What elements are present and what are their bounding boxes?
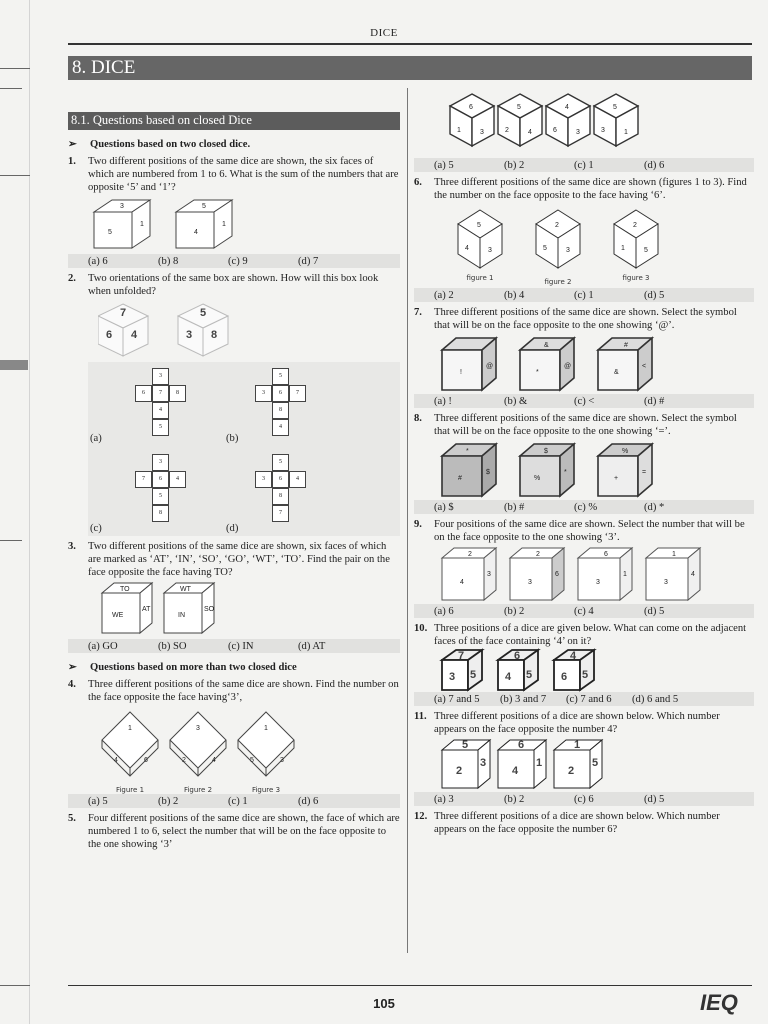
svg-text:4: 4: [512, 765, 519, 777]
svg-text:2: 2: [568, 765, 575, 777]
option-d[interactable]: (d) 5: [644, 606, 665, 617]
net-label-d[interactable]: (d): [226, 523, 239, 534]
svg-text:@: @: [486, 363, 494, 370]
svg-text:2: 2: [182, 757, 186, 764]
svg-text:5: 5: [462, 739, 469, 751]
svg-text:4: 4: [212, 757, 216, 764]
svg-text:3: 3: [566, 247, 570, 254]
svg-text:&: &: [614, 369, 619, 376]
option-c[interactable]: (c) 6: [574, 794, 594, 805]
die-icon: [498, 650, 538, 690]
q8-figure: [438, 438, 754, 500]
svg-text:%: %: [534, 475, 541, 482]
question-10: 10. Three positions of a dice are given below. What can come on the adjacent faces of the face containing ‘4’ on it?: [414, 623, 747, 647]
svg-text:2: 2: [536, 551, 540, 558]
svg-text:$: $: [486, 469, 490, 476]
svg-text:3: 3: [196, 725, 200, 732]
die-icon: [554, 739, 602, 788]
svg-text:5: 5: [477, 222, 481, 229]
svg-text:2: 2: [456, 765, 463, 777]
question-3: 3. Two different positions of the same dice are shown, six faces of which are marked as ‘AT’, ‘IN’, ‘SO’, ‘GO’, ‘WT’, ‘TO’. Find the pair on the face opposite the face having TO?: [68, 541, 390, 578]
svg-text:5: 5: [202, 203, 206, 210]
svg-text:5: 5: [582, 669, 589, 681]
option-a[interactable]: (a) 6: [434, 606, 454, 617]
binding-mark: [0, 88, 22, 89]
option-a[interactable]: (a) !: [434, 396, 452, 407]
svg-text:6: 6: [555, 571, 559, 578]
question-9: 9. Four positions of the same dice are shown. Select the number that will be on the face opposite to the one showing ‘3’.: [414, 519, 745, 543]
svg-text:IN: IN: [178, 612, 185, 619]
svg-text:5: 5: [517, 104, 521, 111]
svg-text:$: $: [544, 448, 548, 455]
left-column: [68, 112, 400, 851]
svg-text:WT: WT: [180, 586, 191, 593]
q1-figure: [90, 194, 400, 254]
svg-text:6: 6: [469, 104, 473, 111]
svg-text:SO: SO: [204, 606, 215, 613]
svg-text:6: 6: [518, 739, 525, 751]
figure-caption: Figure 1: [115, 786, 145, 794]
die-icon: [458, 210, 502, 268]
die-icon: [442, 739, 490, 788]
section-title: 8.1. Questions based on closed Dice: [68, 112, 400, 130]
svg-text:3: 3: [280, 757, 284, 764]
die-icon: [442, 548, 496, 600]
svg-text:2: 2: [555, 222, 559, 229]
option-b[interactable]: (b) #: [504, 502, 525, 513]
header-rule: [68, 43, 752, 45]
die-icon: [520, 444, 574, 496]
die-icon: [546, 94, 590, 146]
option-a[interactable]: (a) 6: [88, 256, 108, 267]
svg-text:5: 5: [592, 757, 599, 769]
chapter-title: 8. DICE: [68, 56, 752, 80]
q4-figure: [98, 704, 400, 794]
option-a[interactable]: (a) 7 and 5: [434, 694, 480, 705]
question-7: 7. Three different positions of the same dice are shown. Select the symbol that will be on the face opposite to the one showing ‘@’.: [414, 307, 737, 331]
option-d[interactable]: (d) 6: [644, 160, 665, 171]
option-b[interactable]: (b) 2: [504, 794, 525, 805]
die-icon: [520, 338, 574, 390]
svg-text:4: 4: [691, 571, 695, 578]
svg-text:1: 1: [457, 127, 461, 134]
svg-text:3: 3: [449, 671, 456, 683]
die-icon: [578, 548, 632, 600]
net-label-c[interactable]: (c): [90, 523, 102, 534]
figure-caption: figure 1: [466, 274, 494, 282]
q11-figure: [438, 736, 754, 792]
svg-text:1: 1: [264, 725, 268, 732]
svg-text:6: 6: [514, 650, 521, 662]
svg-text:7: 7: [120, 307, 127, 319]
svg-text:3: 3: [480, 757, 487, 769]
option-b[interactable]: (b) SO: [158, 641, 187, 652]
svg-text:WE: WE: [112, 612, 124, 619]
option-c[interactable]: (c) 1: [228, 796, 248, 807]
die-icon: [450, 94, 494, 146]
die-icon: [510, 548, 564, 600]
svg-text:#: #: [624, 342, 628, 349]
svg-text:1: 1: [621, 245, 625, 252]
svg-text:4: 4: [131, 329, 138, 341]
option-b[interactable]: (b) 4: [504, 290, 525, 301]
footer-rule: [68, 985, 752, 986]
publisher-logo: IEQ: [700, 990, 738, 1015]
svg-text:6: 6: [144, 757, 148, 764]
svg-text:#: #: [458, 475, 462, 482]
column-divider: [407, 88, 408, 953]
die-icon: [498, 94, 542, 146]
option-c[interactable]: (c) 1: [574, 160, 594, 171]
svg-text:3: 3: [664, 579, 668, 586]
die-icon: [554, 650, 594, 690]
svg-text:7: 7: [458, 650, 465, 662]
svg-text:3: 3: [186, 329, 193, 341]
q6-options: [414, 288, 754, 302]
question-5: 5. Four different positions of the same dice are shown, the face of which are numbered 1 to 6, select the number that will be on the face opposite to the one showing ‘3’: [68, 813, 400, 850]
die-icon: [442, 444, 496, 496]
figure-caption: Figure 2: [183, 786, 213, 794]
die-icon: [598, 338, 652, 390]
svg-text:6: 6: [106, 329, 113, 341]
page-binding-edge: [0, 0, 30, 1024]
option-a[interactable]: (a) GO: [88, 641, 118, 652]
option-a[interactable]: (a) 5: [88, 796, 108, 807]
binding-mark: [0, 175, 30, 176]
option-d[interactable]: (d) 6: [298, 796, 319, 807]
svg-text:AT: AT: [142, 606, 151, 613]
svg-text:1: 1: [623, 571, 627, 578]
q7-options: [414, 394, 754, 408]
svg-text:3: 3: [528, 579, 532, 586]
option-c[interactable]: (c) <: [574, 396, 595, 407]
die-icon: [498, 739, 546, 788]
svg-text:5: 5: [644, 247, 648, 254]
option-b[interactable]: (b) 3 and 7: [500, 694, 547, 705]
option-a[interactable]: (a) 2: [434, 290, 454, 301]
option-c[interactable]: (c) IN: [228, 641, 254, 652]
die-icon: [170, 712, 226, 776]
svg-text:&: &: [544, 342, 549, 349]
option-c[interactable]: (c) 9: [228, 256, 248, 267]
option-b[interactable]: (b) 2: [158, 796, 179, 807]
net-label-a[interactable]: (a): [90, 433, 102, 444]
die-icon: [442, 650, 482, 690]
svg-text:1: 1: [672, 551, 676, 558]
die-icon: [94, 200, 150, 248]
svg-text:5: 5: [543, 245, 547, 252]
svg-text:6: 6: [561, 671, 568, 683]
svg-text:*: *: [536, 369, 539, 376]
q7-figure: [438, 332, 754, 394]
svg-text:2: 2: [633, 222, 637, 229]
svg-text:3: 3: [480, 129, 484, 136]
die-icon: [442, 338, 496, 390]
svg-text:5: 5: [470, 669, 477, 681]
svg-text:@: @: [564, 363, 572, 370]
q3-figure: [98, 579, 400, 639]
subheading-more-dice: ➢ Questions based on more than two closed dice: [68, 662, 297, 673]
svg-text:4: 4: [505, 671, 512, 683]
net-label-b[interactable]: (b): [226, 433, 239, 444]
option-c[interactable]: (c) 7 and 6: [566, 694, 612, 705]
q10-figure: [438, 648, 754, 692]
svg-text:2: 2: [505, 127, 509, 134]
binding-mark: [0, 68, 30, 69]
binding-mark: [0, 985, 30, 986]
svg-text:5: 5: [526, 669, 533, 681]
svg-text:5: 5: [613, 104, 617, 111]
option-b[interactable]: (b) 8: [158, 256, 179, 267]
svg-text:+: +: [614, 475, 619, 482]
question-6: 6. Three different positions of the same dice are shown (figures 1 to 3). Find the number on the face opposite to the face having ‘6’.: [414, 177, 747, 201]
q6-figure: [448, 202, 754, 288]
q10-options: [414, 692, 754, 706]
q11-options: [414, 792, 754, 806]
binding-mark: [0, 360, 28, 370]
figure-caption: figure 2: [544, 278, 572, 286]
svg-text:4: 4: [114, 757, 118, 764]
die-icon: [98, 304, 148, 356]
option-d[interactable]: (d) 5: [644, 290, 665, 301]
die-icon: [594, 94, 638, 146]
die-icon: [614, 210, 658, 268]
option-b[interactable]: (b) 2: [504, 160, 525, 171]
svg-text:=: =: [642, 469, 647, 476]
svg-text:*: *: [466, 448, 469, 455]
svg-text:TO: TO: [120, 586, 130, 593]
option-d[interactable]: (d) 5: [644, 794, 665, 805]
option-b[interactable]: (b) 2: [504, 606, 525, 617]
q9-figure: [438, 544, 754, 604]
svg-text:!: !: [460, 369, 462, 376]
die-icon: [164, 583, 215, 633]
svg-text:3: 3: [601, 127, 605, 134]
option-d[interactable]: (d) 7: [298, 256, 319, 267]
svg-text:3: 3: [596, 579, 600, 586]
question-11: 11. Three different positions of a dice are shown below. Which number appears on the face opposite the number 4?: [414, 711, 720, 735]
page-number: 105: [373, 996, 395, 1011]
option-c[interactable]: (c) %: [574, 502, 598, 513]
svg-text:1: 1: [222, 221, 226, 228]
svg-text:4: 4: [194, 229, 198, 236]
q2-figure: [98, 298, 400, 362]
die-icon: [536, 210, 580, 268]
subheading-two-dice: ➢ Questions based on two closed dice.: [68, 139, 251, 150]
option-c[interactable]: (c) 4: [574, 606, 594, 617]
option-b[interactable]: (b) &: [504, 396, 528, 407]
svg-text:%: %: [622, 448, 629, 455]
svg-text:*: *: [564, 469, 567, 476]
die-icon: [238, 712, 294, 776]
svg-text:<: <: [642, 363, 647, 370]
svg-text:4: 4: [565, 104, 569, 111]
die-icon: [176, 200, 232, 248]
option-a[interactable]: (a) 5: [434, 160, 454, 171]
option-c[interactable]: (c) 1: [574, 290, 594, 301]
svg-text:3: 3: [576, 129, 580, 136]
svg-text:4: 4: [570, 650, 577, 662]
option-a[interactable]: (a) 3: [434, 794, 454, 805]
question-2: 2. Two orientations of the same box are shown. How will this box look when unfolded?: [68, 273, 379, 297]
svg-text:1: 1: [624, 129, 628, 136]
q8-options: [414, 500, 754, 514]
svg-text:1: 1: [140, 221, 144, 228]
svg-text:6: 6: [604, 551, 608, 558]
svg-text:3: 3: [487, 571, 491, 578]
svg-text:2: 2: [468, 551, 472, 558]
q1-options: [68, 254, 400, 268]
svg-text:1: 1: [574, 739, 581, 751]
option-d[interactable]: (d) #: [644, 396, 665, 407]
svg-text:5: 5: [108, 229, 112, 236]
q5-options: [414, 158, 754, 172]
die-icon: [102, 712, 158, 776]
running-header: DICE: [370, 27, 398, 39]
svg-text:4: 4: [465, 245, 469, 252]
svg-text:4: 4: [460, 579, 464, 586]
option-d[interactable]: (d) 6 and 5: [632, 694, 679, 705]
question-4: 4. Three different positions of the same dice are shown. Find the number on the face opposite the face having‘3’,: [68, 679, 399, 703]
option-a[interactable]: (a) $: [434, 502, 454, 513]
die-icon: [178, 304, 228, 356]
binding-mark: [0, 540, 22, 541]
question-12: 12. Three different positions of a dice are shown below. Which number appears on the face opposite the number 6?: [414, 811, 720, 835]
die-icon: [598, 444, 652, 496]
svg-text:6: 6: [553, 127, 557, 134]
svg-text:4: 4: [528, 129, 532, 136]
figure-caption: figure 3: [622, 274, 650, 282]
svg-text:3: 3: [120, 203, 124, 210]
figure-caption: Figure 3: [251, 786, 281, 794]
q9-options: [414, 604, 754, 618]
option-d[interactable]: (d) *: [644, 502, 665, 513]
q3-options: [68, 639, 400, 653]
svg-text:8: 8: [211, 329, 218, 341]
svg-text:5: 5: [250, 757, 254, 764]
option-d[interactable]: (d) AT: [298, 641, 326, 652]
q2-nets: 3 6 7 8 4 5 5 3 6 7 8 4 3 7 6 4 5 8 5 3 6 4 8 7 (a) (b) (c) (d): [88, 362, 400, 536]
svg-text:1: 1: [536, 757, 543, 769]
question-1: 1. Two different positions of the same dice are shown, the six faces of which are numbered from 1 to 6. What is the sum of the numbers that are opposite ‘5’ and ‘1’?: [68, 156, 399, 193]
right-column: [414, 90, 754, 836]
die-icon: [646, 548, 700, 600]
die-icon: [102, 583, 152, 633]
svg-text:1: 1: [128, 725, 132, 732]
svg-text:3: 3: [488, 247, 492, 254]
q4-options: [68, 794, 400, 808]
question-8: 8. Three different positions of the same dice are shown. Select the symbol that will be on the face opposite to the one showing ‘=’.: [414, 413, 737, 437]
svg-text:5: 5: [200, 307, 207, 319]
q5-figure: [448, 90, 754, 158]
